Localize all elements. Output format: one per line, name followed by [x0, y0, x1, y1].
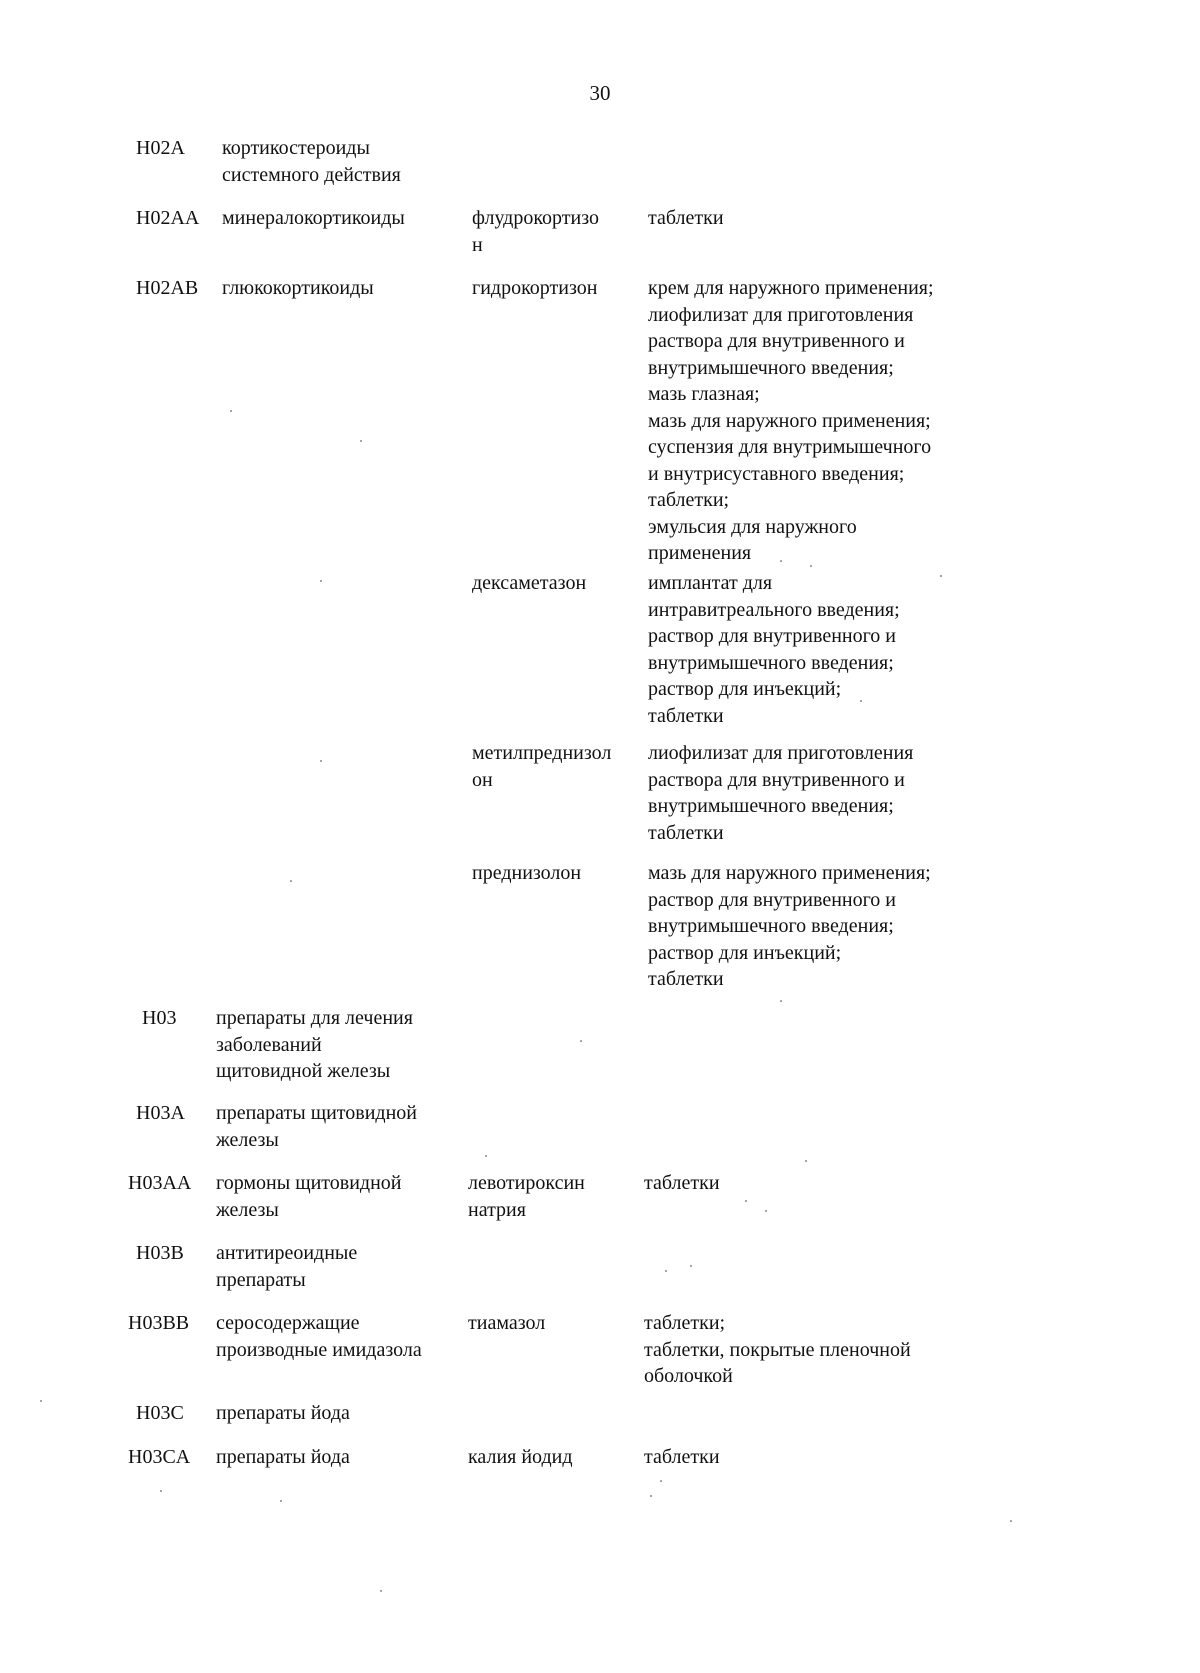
- drug-name-cell: [472, 570, 637, 597]
- dosage-form-line: раствора для внутривенного и: [648, 768, 905, 791]
- atc-code-cell: H02A: [136, 137, 185, 159]
- drug-name-line: н: [472, 233, 483, 256]
- atc-code-cell: H03A: [136, 1102, 185, 1124]
- dosage-form-line: таблетки: [648, 704, 724, 727]
- pharmacological-group-cell: [216, 1310, 456, 1363]
- scan-speck: [805, 1160, 807, 1162]
- dosage-form-line: таблетки: [644, 1172, 720, 1194]
- pharmacological-group-cell: [216, 1170, 456, 1223]
- pharmacological-group-cell: [216, 1444, 456, 1471]
- dosage-form-cell: [648, 275, 988, 567]
- pharmacological-group-line: антитиреоидные: [216, 1242, 358, 1264]
- scan-speck: [745, 1200, 747, 1202]
- scan-speck: [690, 1265, 692, 1267]
- dosage-form-line: таблетки: [644, 1446, 720, 1468]
- dosage-form-line: оболочкой: [644, 1365, 733, 1387]
- drug-name-line: левотироксин: [468, 1172, 585, 1194]
- scan-speck: [290, 880, 292, 882]
- dosage-form-line: раствор для инъекций;: [648, 941, 842, 964]
- scan-speck: [230, 410, 232, 412]
- pharmacological-group-line: гормоны щитовидной: [216, 1172, 402, 1194]
- dosage-form-line: внутримышечного введения;: [648, 915, 894, 937]
- drug-name-line: он: [472, 768, 493, 791]
- scan-speck: [780, 1000, 782, 1002]
- dosage-form-line: имплантат для: [648, 572, 773, 594]
- drug-name-line: натрия: [468, 1198, 526, 1221]
- dosage-form-line: лиофилизат для приготовления: [648, 742, 914, 764]
- drug-name-cell: [472, 740, 637, 793]
- atc-code-cell: H02AB: [136, 277, 199, 299]
- scan-speck: [320, 580, 322, 582]
- drug-name-line: тиамазол: [468, 1312, 546, 1334]
- pharmacological-group-cell: [222, 275, 462, 302]
- drug-name-cell: [472, 860, 637, 887]
- dosage-form-cell: [644, 1444, 984, 1471]
- scan-speck: [160, 1490, 162, 1492]
- dosage-form-line: раствор для внутривенного и: [648, 888, 897, 911]
- scan-speck: [360, 440, 362, 442]
- atc-code-cell: H03AA: [128, 1172, 192, 1194]
- dosage-form-cell: [648, 860, 988, 993]
- pharmacological-group-cell: [222, 135, 462, 188]
- atc-code-cell: H03: [142, 1007, 177, 1029]
- dosage-form-line: таблетки;: [648, 489, 730, 511]
- dosage-form-line: эмульсия для наружного: [648, 515, 857, 538]
- drug-name-cell: [468, 1444, 633, 1471]
- dosage-form-cell: [648, 740, 988, 846]
- dosage-form-line: таблетки;: [644, 1312, 726, 1334]
- scan-speck: [485, 1155, 487, 1157]
- dosage-form-line: раствора для внутривенного и: [648, 330, 905, 352]
- atc-code-cell: H03B: [136, 1242, 184, 1264]
- dosage-form-line: таблетки: [648, 207, 724, 229]
- page-number: 30: [589, 81, 611, 105]
- pharmacological-group-line: заболеваний: [216, 1033, 322, 1056]
- dosage-form-line: внутримышечного введения;: [648, 651, 894, 674]
- pharmacological-group-line: препараты: [216, 1268, 306, 1291]
- dosage-form-cell: [648, 570, 988, 729]
- scan-speck: [665, 1270, 667, 1272]
- scan-speck: [860, 700, 862, 702]
- pharmacological-group-line: препараты йода: [216, 1446, 350, 1468]
- dosage-form-line: суспензия для внутримышечного: [648, 436, 932, 458]
- dosage-form-line: мазь глазная;: [648, 383, 760, 405]
- pharmacological-group-line: системного действия: [222, 163, 401, 186]
- dosage-form-cell: [644, 1310, 984, 1390]
- dosage-form-line: внутримышечного введения;: [648, 795, 894, 817]
- scan-speck: [1010, 1520, 1012, 1522]
- scan-speck: [765, 1210, 767, 1212]
- pharmacological-group-line: препараты для лечения: [216, 1007, 413, 1029]
- dosage-form-line: и внутрисуставного введения;: [648, 462, 905, 485]
- atc-code-cell: H03C: [136, 1402, 184, 1424]
- pharmacological-group-line: щитовидной железы: [216, 1060, 391, 1082]
- drug-name-line: калия йодид: [468, 1446, 573, 1468]
- drug-name-line: метилпреднизол: [472, 742, 612, 764]
- pharmacological-group-cell: [216, 1005, 456, 1085]
- scan-speck: [380, 1590, 382, 1592]
- pharmacological-group-line: серосодержащие: [216, 1312, 360, 1334]
- dosage-form-line: раствор для внутривенного и: [648, 625, 897, 647]
- dosage-form-line: интравитреального введения;: [648, 598, 900, 621]
- pharmacological-group-line: кортикостероиды: [222, 137, 370, 159]
- scan-speck: [660, 1480, 662, 1482]
- scan-speck: [580, 1040, 582, 1042]
- dosage-form-cell: [644, 1170, 984, 1197]
- scan-speck: [320, 760, 322, 762]
- dosage-form-cell: [648, 205, 988, 232]
- drug-name-line: дексаметазон: [472, 572, 587, 594]
- atc-code-cell: H03BB: [128, 1312, 190, 1334]
- dosage-form-line: мазь для наружного применения;: [648, 409, 931, 432]
- pharmacological-group-line: железы: [216, 1128, 279, 1151]
- scan-speck: [650, 1495, 652, 1497]
- pharmacological-group-line: железы: [216, 1198, 279, 1221]
- pharmacological-group-cell: [216, 1400, 456, 1427]
- pharmacological-group-line: препараты щитовидной: [216, 1102, 418, 1124]
- dosage-form-line: раствор для инъекций;: [648, 678, 842, 700]
- pharmacological-group-line: производные имидазола: [216, 1338, 422, 1361]
- drug-name-line: флудрокортизо: [472, 207, 600, 229]
- pharmacological-group-cell: [216, 1100, 456, 1153]
- dosage-form-line: таблетки: [648, 821, 724, 844]
- pharmacological-group-cell: [216, 1240, 456, 1293]
- drug-name-line: гидрокортизон: [472, 277, 598, 299]
- pharmacological-group-line: минералокортикоиды: [222, 207, 405, 229]
- dosage-form-line: применения: [648, 542, 752, 564]
- dosage-form-line: таблетки: [648, 968, 724, 990]
- scan-speck: [810, 565, 812, 567]
- pharmacological-group-cell: [222, 205, 462, 232]
- drug-name-cell: [468, 1310, 633, 1337]
- drug-name-line: преднизолон: [472, 862, 582, 884]
- atc-code-cell: H02AA: [136, 207, 200, 229]
- scan-speck: [280, 1500, 282, 1502]
- scan-speck: [40, 1400, 42, 1402]
- drug-name-cell: [472, 205, 637, 258]
- drug-name-cell: [468, 1170, 633, 1223]
- dosage-form-line: таблетки, покрытые пленочной: [644, 1338, 911, 1361]
- scan-speck: [940, 575, 942, 577]
- pharmacological-group-line: глюкокортикоиды: [222, 277, 374, 299]
- dosage-form-line: мазь для наружного применения;: [648, 862, 931, 884]
- drug-name-cell: [472, 275, 637, 302]
- dosage-form-line: внутримышечного введения;: [648, 356, 894, 379]
- dosage-form-line: крем для наружного применения;: [648, 277, 934, 299]
- atc-code-cell: H03CA: [128, 1446, 191, 1468]
- scan-speck: [780, 560, 782, 562]
- pharmacological-group-line: препараты йода: [216, 1402, 350, 1424]
- dosage-form-line: лиофилизат для приготовления: [648, 303, 914, 326]
